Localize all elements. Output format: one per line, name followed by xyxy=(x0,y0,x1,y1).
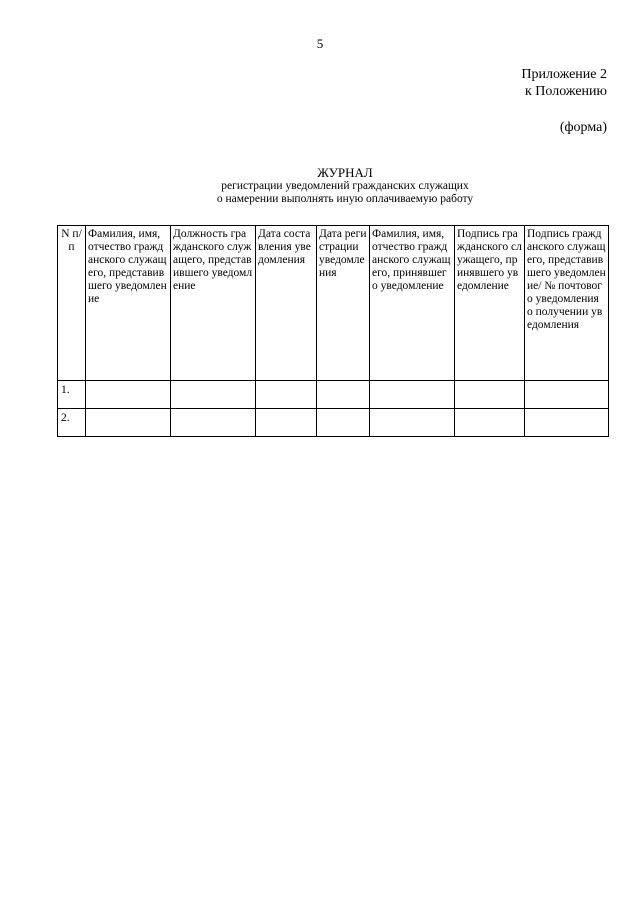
journal-table xyxy=(57,225,609,437)
column-header-registration-date: Дата регистрации уведомления xyxy=(317,226,370,381)
column-header-submitter-position: Должность гражданского служащего, представившего уведомление xyxy=(171,226,256,381)
column-header-submitter-signature: Подпись гражданского служащего, представившего уведомление/ № почтового уведомления о получении уведомления xyxy=(525,226,609,381)
table-cell xyxy=(171,381,256,409)
journal-title: ЖУРНАЛ xyxy=(317,165,373,180)
journal-subtitle-line-2: о намерении выполнять иную оплачиваемую работу xyxy=(216,193,474,205)
journal-subtitle xyxy=(0,180,640,206)
table-cell xyxy=(525,409,609,437)
page-number: 5 xyxy=(316,36,324,51)
table-cell xyxy=(370,409,455,437)
column-header-receiver-signature: Подпись гражданского служащего, принявшего уведомление xyxy=(455,226,525,381)
table-row xyxy=(58,381,609,409)
column-header-submitter-name: Фамилия, имя, отчество гражданского служащего, представившего уведомление xyxy=(86,226,171,381)
appendix-line-1: Приложение 2 xyxy=(521,67,607,82)
appendix-line-2: к Положению xyxy=(524,84,607,99)
table-cell xyxy=(317,409,370,437)
column-header-compose-date: Дата составления уведомления xyxy=(256,226,317,381)
table-cell xyxy=(171,409,256,437)
table-row xyxy=(58,409,609,437)
table-cell: 2. xyxy=(58,409,86,437)
column-header-number: N п/п xyxy=(58,226,86,381)
table-cell xyxy=(455,381,525,409)
appendix-header xyxy=(521,66,607,100)
table-cell xyxy=(455,409,525,437)
column-header-receiver-name: Фамилия, имя, отчество гражданского служащего, принявшего уведомление xyxy=(370,226,455,381)
table-header-row xyxy=(58,226,609,381)
table-cell xyxy=(256,381,317,409)
table-cell xyxy=(86,409,171,437)
form-label: (форма) xyxy=(559,120,607,135)
table-cell xyxy=(370,381,455,409)
table-cell xyxy=(256,409,317,437)
table-cell xyxy=(86,381,171,409)
table-cell xyxy=(525,381,609,409)
table-cell xyxy=(317,381,370,409)
journal-subtitle-line-1: регистрации уведомлений гражданских служащих xyxy=(221,180,469,192)
table-cell: 1. xyxy=(58,381,86,409)
